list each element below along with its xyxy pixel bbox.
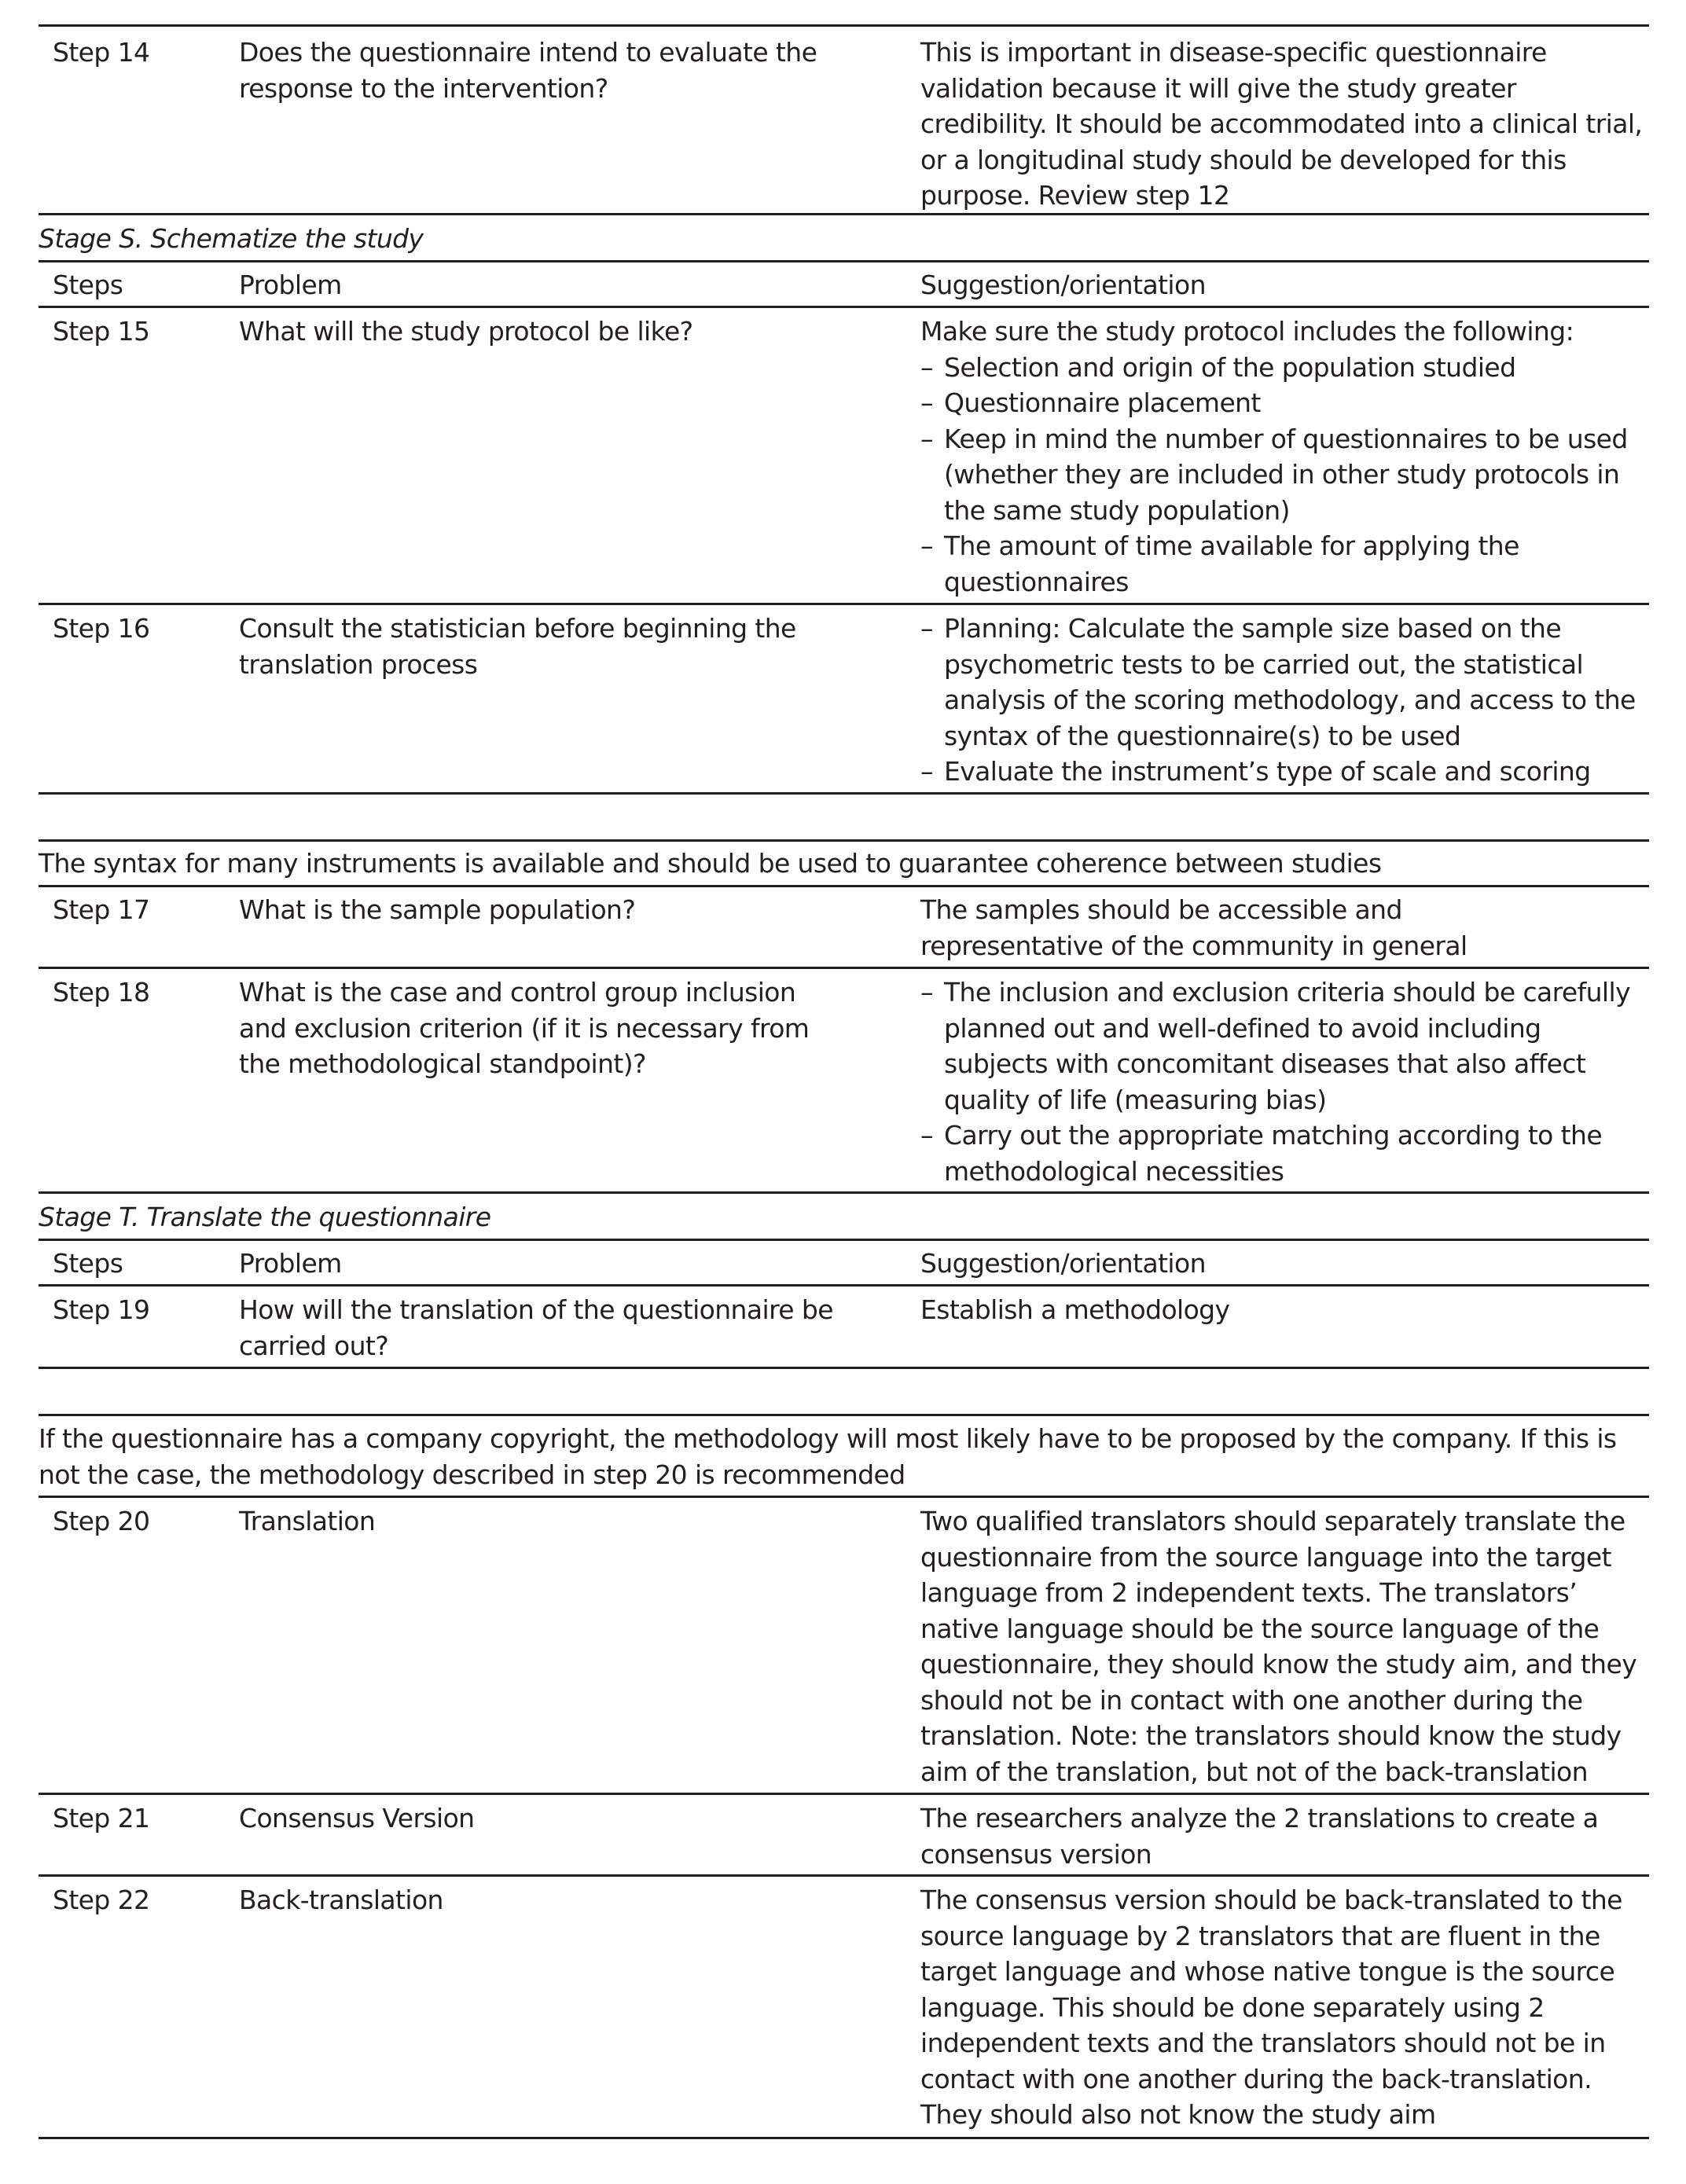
- suggestion-list: [920, 350, 1647, 600]
- column-header-steps: Steps: [53, 1248, 123, 1279]
- table-rule: [39, 792, 1649, 795]
- step-label: Step 21: [53, 1803, 150, 1833]
- suggestion-item: – Selection and origin of the population studied: [920, 350, 1647, 386]
- problem-text: Consensus Version: [239, 1803, 475, 1833]
- stage-title: Stage S. Schematize the study: [39, 223, 424, 254]
- table-rule: [39, 1191, 1649, 1194]
- suggestion-text: The researchers analyze the 2 translations to create a consensus version: [920, 1803, 1599, 1870]
- problem-text: Consult the statistician before beginning the translation process: [239, 613, 796, 680]
- table-rule: [39, 885, 1649, 887]
- suggestion-item: – Questionnaire placement: [920, 385, 1647, 421]
- column-header-problem: Problem: [239, 1248, 342, 1279]
- table-rule: [39, 967, 1649, 969]
- suggestion-text: Two qualified translators should separately translate the questionnaire from the source language into the target language from 2 independent texts. The translators’ native language should be the source language of the questionnaire, they should know the study aim, and they should not be in contact with one another during the translation. Note: the translators should know the study aim of the translation, but not of the back-translation: [920, 1506, 1637, 1787]
- table-rule: [39, 1414, 1649, 1416]
- suggestion-text: The samples should be accessible and representative of the community in general: [920, 894, 1467, 961]
- table-rule: [39, 1367, 1649, 1369]
- suggestion-text: Establish a methodology: [920, 1294, 1230, 1325]
- table-rule: [39, 1284, 1649, 1287]
- suggestion-text: The consensus version should be back-translated to the source language by 2 translators that are fluent in the target language and whose native tongue is the source language. This should be done separately using 2 independent texts and the translators should not be in contact with one another during the back-translation. They should also not know the study aim: [920, 1885, 1622, 2130]
- problem-text: What is the sample population?: [239, 894, 636, 925]
- table-rule: [39, 213, 1649, 215]
- suggestion-list: [920, 975, 1647, 1189]
- suggestion-cell: [920, 611, 1647, 790]
- suggestion-item: – The inclusion and exclusion criteria should be carefully planned out and well-defined to avoid including subjects with concomitant diseases that also affect quality of life (measuring bias): [920, 975, 1647, 1118]
- suggestion-list: [920, 611, 1647, 790]
- step-label: Step 18: [53, 977, 150, 1008]
- suggestion-text: This is important in disease-specific questionnaire validation because it will give the study greater credibility. It should be accommodated into a clinical trial, or a longitudinal study should be developed for this purpose. Review step 12: [920, 37, 1643, 211]
- problem-text: What will the study protocol be like?: [239, 316, 693, 347]
- table-rule: [39, 603, 1649, 605]
- suggestion-item: – Planning: Calculate the sample size based on the psychometric tests to be carried out, the statistical analysis of the scoring methodology, and access to the syntax of the questionnaire(s) to be used: [920, 611, 1647, 754]
- suggestion-cell: [920, 975, 1647, 1189]
- step-label: Step 15: [53, 316, 150, 347]
- column-header-steps: Steps: [53, 270, 123, 300]
- problem-text: Back-translation: [239, 1885, 443, 1915]
- step-label: Step 17: [53, 894, 150, 925]
- problem-text: Does the questionnaire intend to evaluate the response to the intervention?: [239, 37, 817, 104]
- table-rule: [39, 1239, 1649, 1241]
- suggestion-cell: [920, 314, 1647, 600]
- suggestion-item: – Evaluate the instrument’s type of scale and scoring: [920, 754, 1647, 790]
- table-rule: [39, 260, 1649, 262]
- problem-text: How will the translation of the questionnaire be carried out?: [239, 1294, 833, 1361]
- step-label: Step 20: [53, 1506, 150, 1536]
- problem-text: What is the case and control group inclusion and exclusion criterion (if it is necessary from the methodological standpoint)?: [239, 977, 810, 1079]
- column-header-suggestion: Suggestion/orientation: [920, 1248, 1206, 1279]
- step-label: Step 16: [53, 613, 150, 644]
- suggestion-item: – Keep in mind the number of questionnaires to be used (whether they are included in other study protocols in the same study population): [920, 421, 1647, 529]
- step-label: Step 22: [53, 1885, 150, 1915]
- step-label: Step 19: [53, 1294, 150, 1325]
- column-header-problem: Problem: [239, 270, 342, 300]
- note-text: If the questionnaire has a company copyright, the methodology will most likely have to be proposed by the company. If this is not the case, the methodology described in step 20 is recommended: [39, 1423, 1617, 1490]
- table-rule: [39, 1496, 1649, 1498]
- table-rule: [39, 2137, 1649, 2139]
- table-rule: [39, 1874, 1649, 1877]
- suggestion-item: – The amount of time available for applying the questionnaires: [920, 528, 1647, 600]
- step-label: Step 14: [53, 37, 150, 68]
- table-rule: [39, 306, 1649, 308]
- stage-title: Stage T. Translate the questionnaire: [39, 1202, 491, 1232]
- table-rule: [39, 24, 1649, 27]
- note-text: The syntax for many instruments is available and should be used to guarantee coherence between studies: [39, 848, 1382, 879]
- column-header-suggestion: Suggestion/orientation: [920, 270, 1206, 300]
- suggestion-lead: Make sure the study protocol includes the following:: [920, 316, 1574, 347]
- problem-text: Translation: [239, 1506, 376, 1536]
- suggestion-item: – Carry out the appropriate matching according to the methodological necessities: [920, 1118, 1647, 1189]
- table-rule: [39, 1793, 1649, 1795]
- table-rule: [39, 839, 1649, 842]
